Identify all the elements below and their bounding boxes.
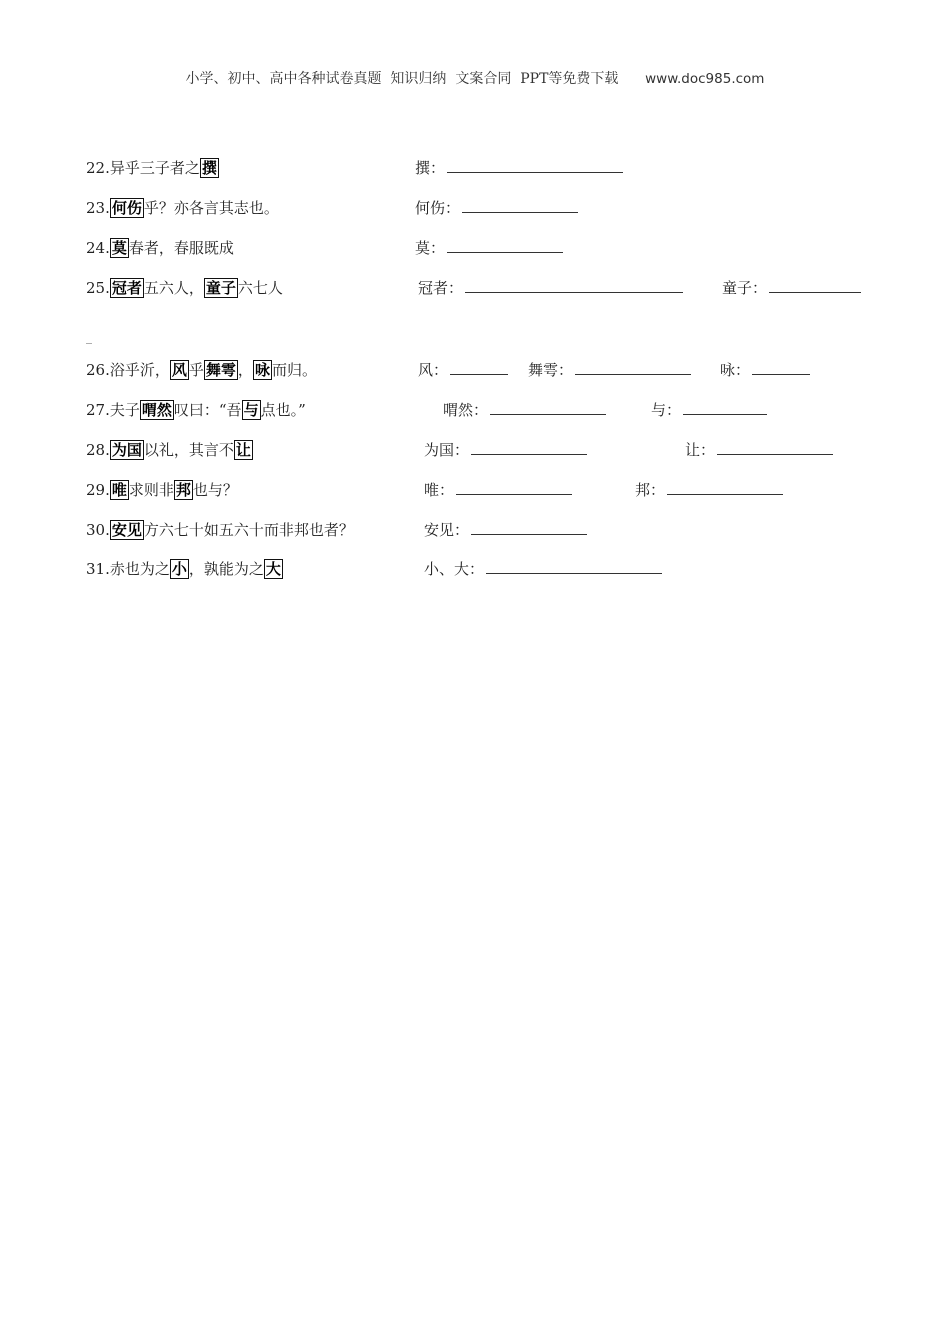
- answer-blank[interactable]: [462, 198, 578, 213]
- highlighted-word: 童子: [205, 279, 236, 297]
- answer-label: 唯：: [424, 481, 455, 499]
- answer-blank[interactable]: [447, 158, 623, 173]
- question-text: ，孰能为之: [188, 560, 264, 578]
- answer-label: 让：: [685, 441, 716, 459]
- answer-blank[interactable]: [752, 360, 810, 375]
- answer-27a: [443, 399, 606, 421]
- question-text: 乎: [188, 361, 204, 379]
- answer-blank[interactable]: [769, 278, 861, 293]
- header-text: 小学、初中、高中各种试卷真题 知识归纳 文案合同 PPT等免费下载: [185, 71, 619, 87]
- answer-blank[interactable]: [471, 440, 587, 455]
- stray-mark: _: [86, 330, 92, 344]
- question-23-text: [86, 197, 279, 219]
- answer-31: [424, 558, 662, 580]
- question-text: 六七人: [237, 279, 283, 297]
- highlighted-word: 何伤: [111, 199, 142, 217]
- highlighted-word: 安见: [111, 521, 142, 539]
- highlighted-word: 撰: [201, 159, 217, 177]
- question-number: 27.: [86, 401, 110, 419]
- question-31: [0, 558, 950, 582]
- highlighted-word: 大: [265, 560, 281, 578]
- answer-label: 舞雩：: [528, 361, 574, 379]
- question-24: [0, 237, 950, 261]
- answer-28b: [685, 439, 833, 461]
- highlighted-word: 莫: [111, 239, 127, 257]
- answer-blank[interactable]: [667, 480, 783, 495]
- question-text: 春者，春服既成: [128, 239, 234, 257]
- question-text: 也与？: [192, 481, 238, 499]
- question-text: 叹曰：“吾: [173, 401, 242, 419]
- answer-blank[interactable]: [490, 400, 606, 415]
- header-site-url[interactable]: www.doc985.com: [645, 71, 765, 87]
- highlighted-word: 小: [171, 560, 187, 578]
- page-header: [0, 68, 950, 88]
- question-text: 异乎三子者之: [109, 159, 200, 177]
- question-22-text: [86, 157, 219, 179]
- answer-blank[interactable]: [456, 480, 572, 495]
- question-24-text: [86, 237, 234, 259]
- answer-blank[interactable]: [486, 559, 662, 574]
- highlighted-word: 让: [235, 441, 251, 459]
- question-number: 30.: [86, 521, 110, 539]
- answer-23: [415, 197, 578, 219]
- question-text: 乎？亦各言其志也。: [143, 199, 279, 217]
- question-text: 夫子: [109, 401, 140, 419]
- question-22: [0, 157, 950, 181]
- question-text: 赤也为之: [109, 560, 170, 578]
- answer-30: [424, 519, 587, 541]
- answer-blank[interactable]: [465, 278, 683, 293]
- question-number: 26.: [86, 361, 110, 379]
- answer-29b: [635, 479, 783, 501]
- question-number: 23.: [86, 199, 110, 217]
- answer-blank[interactable]: [447, 238, 563, 253]
- answer-28a: [424, 439, 587, 461]
- question-29: [0, 479, 950, 503]
- answer-26c: [720, 359, 810, 381]
- question-28-text: [86, 439, 253, 461]
- answer-26a: [418, 359, 508, 381]
- question-number: 29.: [86, 481, 110, 499]
- highlighted-word: 邦: [175, 481, 191, 499]
- highlighted-word: 咏: [254, 361, 270, 379]
- answer-26b: [528, 359, 691, 381]
- answer-25a: [418, 277, 683, 299]
- answer-blank[interactable]: [717, 440, 833, 455]
- question-number: 28.: [86, 441, 110, 459]
- answer-label: 冠者：: [418, 279, 464, 297]
- question-text: 求则非: [128, 481, 174, 499]
- answer-label: 撰：: [415, 159, 446, 177]
- question-25-text: [86, 277, 283, 299]
- question-23: [0, 197, 950, 221]
- answer-label: 小、大：: [424, 560, 485, 578]
- question-26-text: [86, 359, 317, 381]
- question-text: ，: [237, 361, 253, 379]
- question-number: 25.: [86, 279, 110, 297]
- highlighted-word: 喟然: [141, 401, 172, 419]
- answer-label: 邦：: [635, 481, 666, 499]
- question-26: [0, 359, 950, 383]
- answer-blank[interactable]: [575, 360, 691, 375]
- answer-29a: [424, 479, 572, 501]
- highlighted-word: 与: [243, 401, 259, 419]
- answer-label: 莫：: [415, 239, 446, 257]
- highlighted-word: 冠者: [111, 279, 142, 297]
- answer-label: 风：: [418, 361, 449, 379]
- answer-label: 为国：: [424, 441, 470, 459]
- answer-22: [415, 157, 623, 179]
- question-28: [0, 439, 950, 463]
- question-27: [0, 399, 950, 423]
- highlighted-word: 唯: [111, 481, 127, 499]
- question-text: 以礼，其言不: [143, 441, 234, 459]
- answer-label: 喟然：: [443, 401, 489, 419]
- question-text: 五六人，: [143, 279, 204, 297]
- answer-label: 童子：: [722, 279, 768, 297]
- question-31-text: [86, 558, 283, 580]
- answer-27b: [651, 399, 767, 421]
- question-25: [0, 277, 950, 301]
- answer-label: 何伤：: [415, 199, 461, 217]
- highlighted-word: 舞雩: [205, 361, 236, 379]
- highlighted-word: 风: [171, 361, 187, 379]
- answer-blank[interactable]: [450, 360, 508, 375]
- question-text: 浴乎沂，: [109, 361, 170, 379]
- answer-label: 与：: [651, 401, 682, 419]
- question-text: 方六七十如五六十而非邦也者？: [143, 521, 354, 539]
- question-number: 22.: [86, 159, 110, 177]
- answer-24: [415, 237, 563, 259]
- question-text: 点也。”: [260, 401, 306, 419]
- question-30-text: [86, 519, 354, 541]
- question-number: 31.: [86, 560, 110, 578]
- answer-25b: [722, 277, 861, 299]
- answer-blank[interactable]: [683, 400, 767, 415]
- highlighted-word: 为国: [111, 441, 142, 459]
- question-30: [0, 519, 950, 543]
- answer-label: 咏：: [720, 361, 751, 379]
- question-27-text: [86, 399, 306, 421]
- question-29-text: [86, 479, 238, 501]
- question-number: 24.: [86, 239, 110, 257]
- answer-label: 安见：: [424, 521, 470, 539]
- answer-blank[interactable]: [471, 520, 587, 535]
- question-text: 而归。: [271, 361, 317, 379]
